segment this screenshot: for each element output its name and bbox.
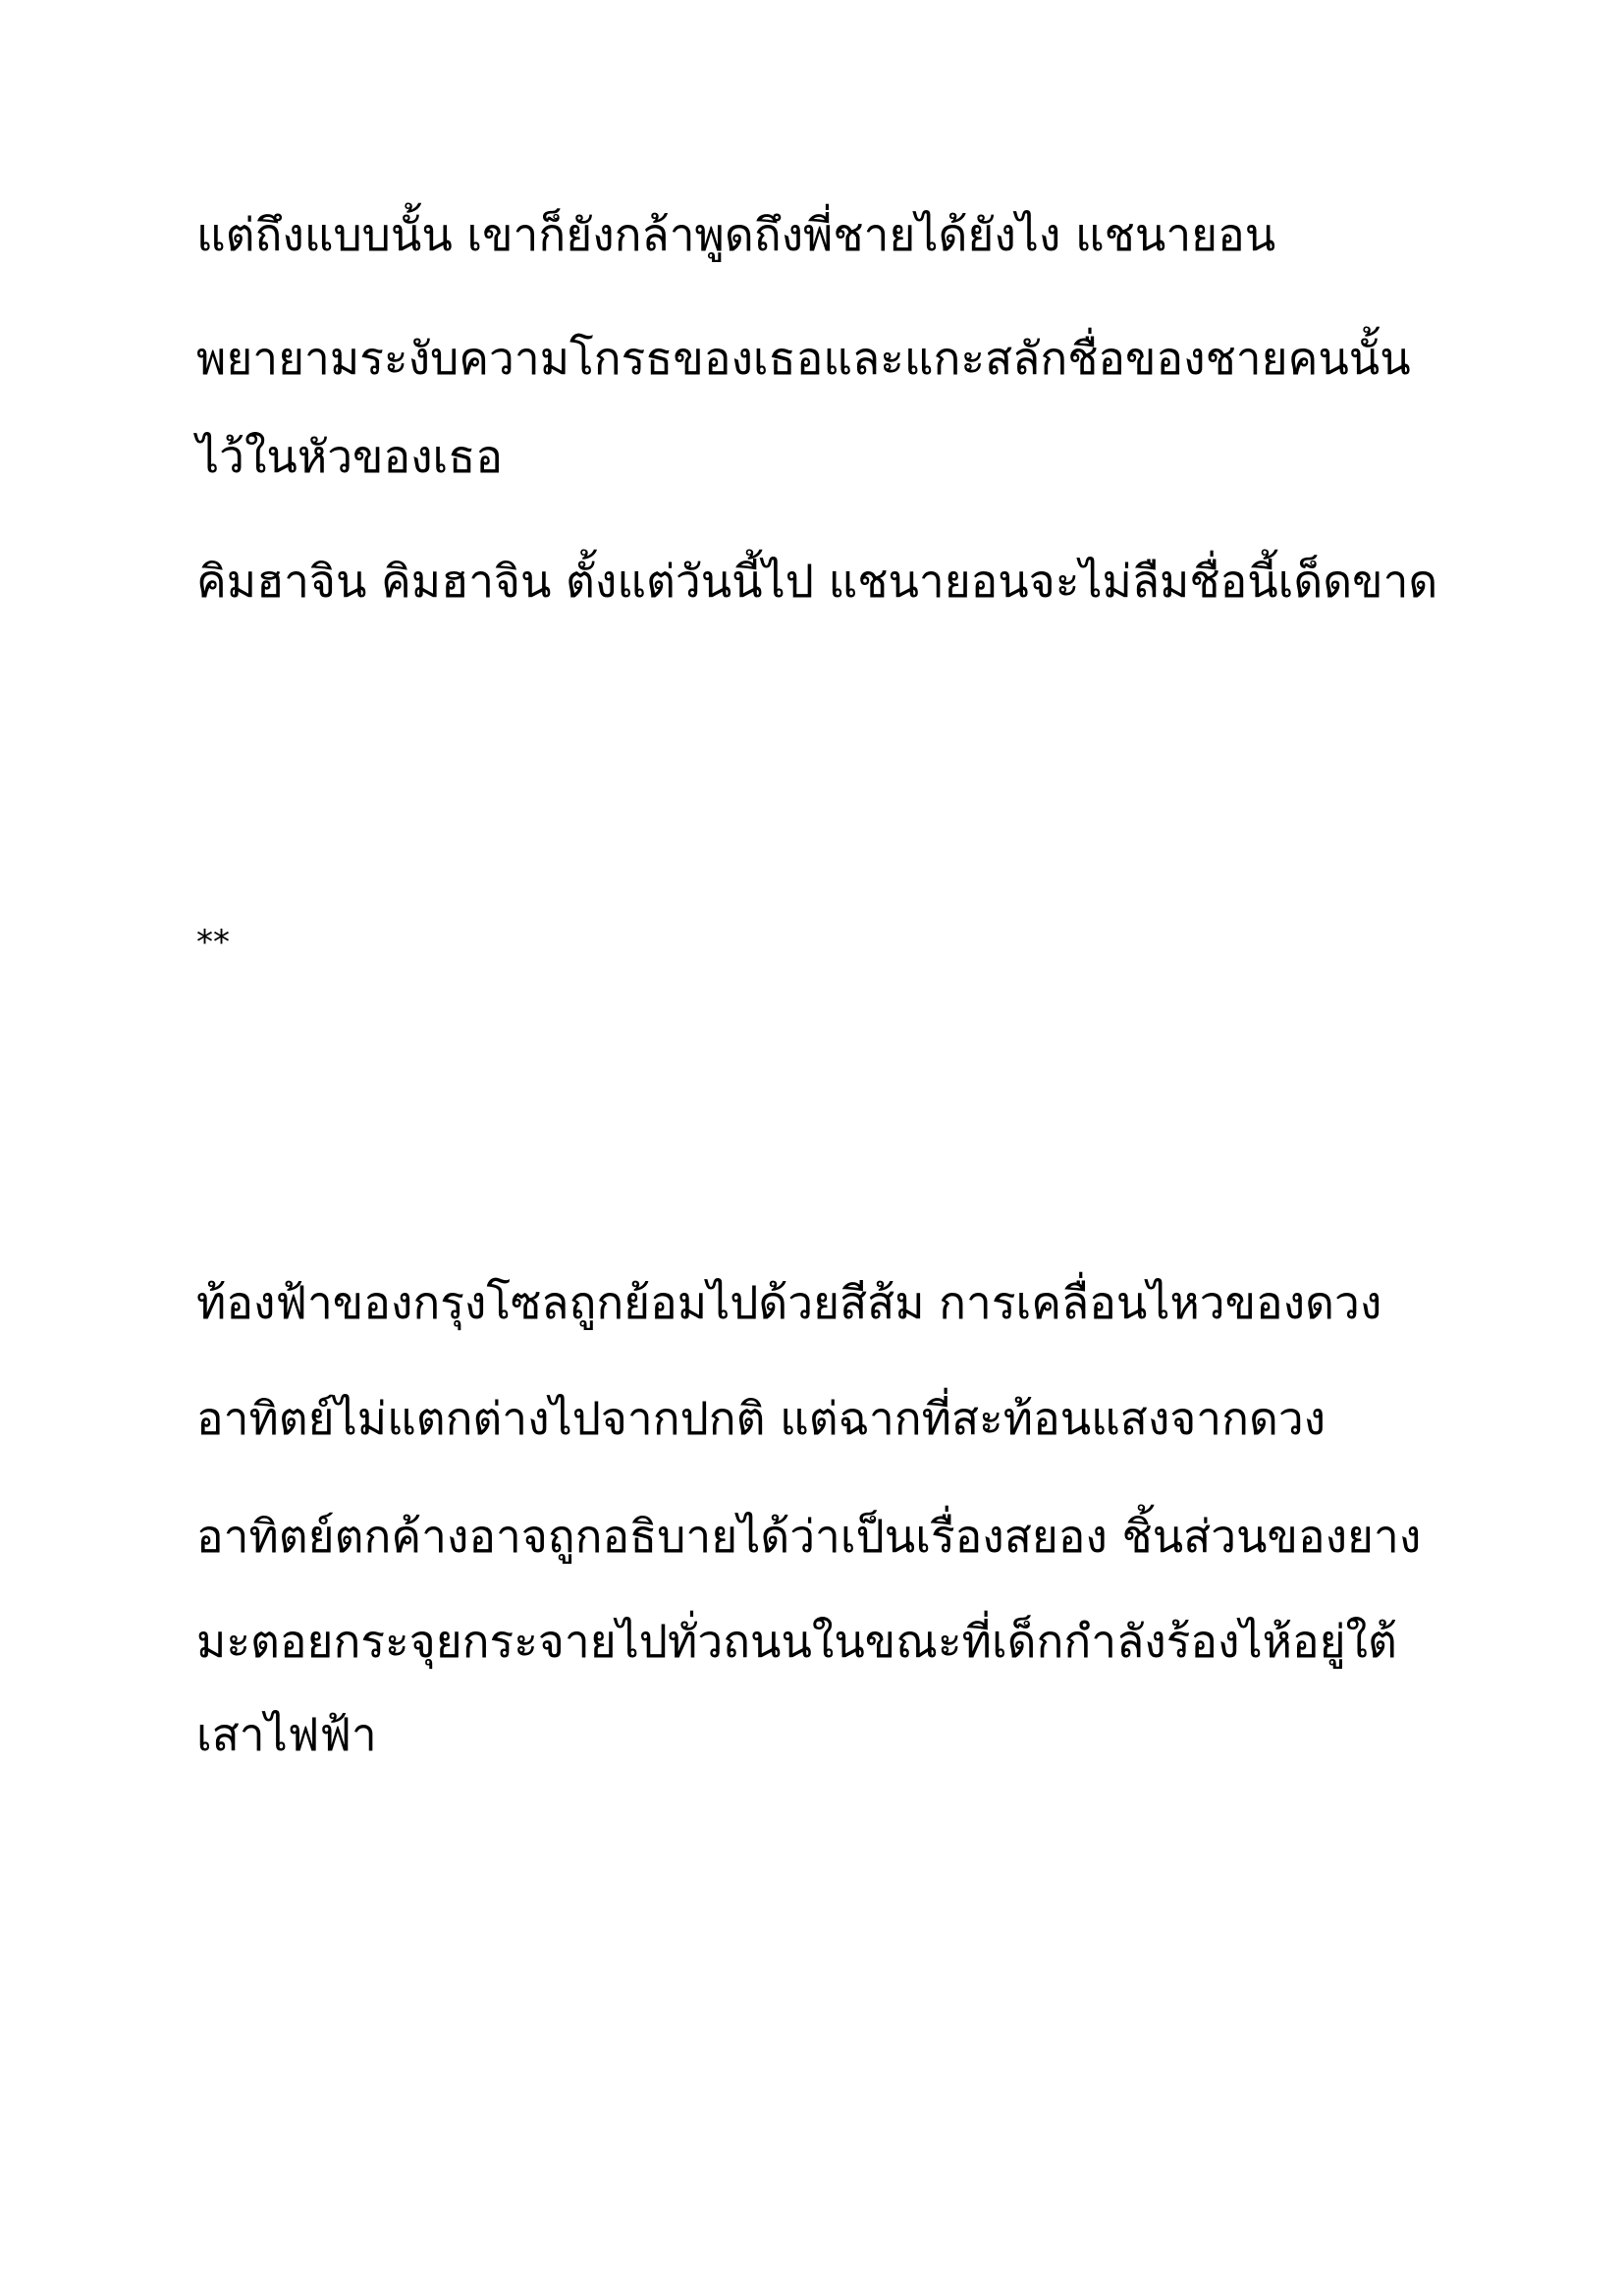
paragraph-line: อาทิตย์ไม่แตกต่างไปจากปกติ แต่ฉากที่สะท้อนแสงจากดวง <box>196 1392 1326 1445</box>
paragraph-line: พยายามระงับความโกรธของเธอและแกะสลักชื่อของชายคนนั้น <box>196 332 1411 385</box>
paragraph-line: คิมฮาจิน คิมฮาจิน ตั้งแต่วันนี้ไป แชนายอนจะไม่ลืมชื่อนี้เด็ดขาด <box>196 555 1438 608</box>
section-separator: ** <box>196 923 230 962</box>
paragraph-line: แต่ถึงแบบนั้น เขาก็ยังกล้าพูดถึงพี่ชายได้ยังไง แชนายอน <box>196 208 1276 261</box>
paragraph-line: ไว้ในหัวของเธอ <box>196 430 503 483</box>
paragraph-line: เสาไฟฟ้า <box>196 1708 377 1761</box>
paragraph-line: มะตอยกระจุยกระจายไปทั่วถนนในขณะที่เด็กกำลังร้องไห้อยู่ใต้ <box>196 1615 1397 1668</box>
paragraph-line: อาทิตย์ตกค้างอาจถูกอธิบายได้ว่าเป็นเรื่องสยอง ชิ้นส่วนของยาง <box>196 1510 1422 1563</box>
paragraph-line: ท้องฟ้าของกรุงโซลถูกย้อมไปด้วยสีส้ม การเคลื่อนไหวของดวง <box>196 1276 1382 1329</box>
